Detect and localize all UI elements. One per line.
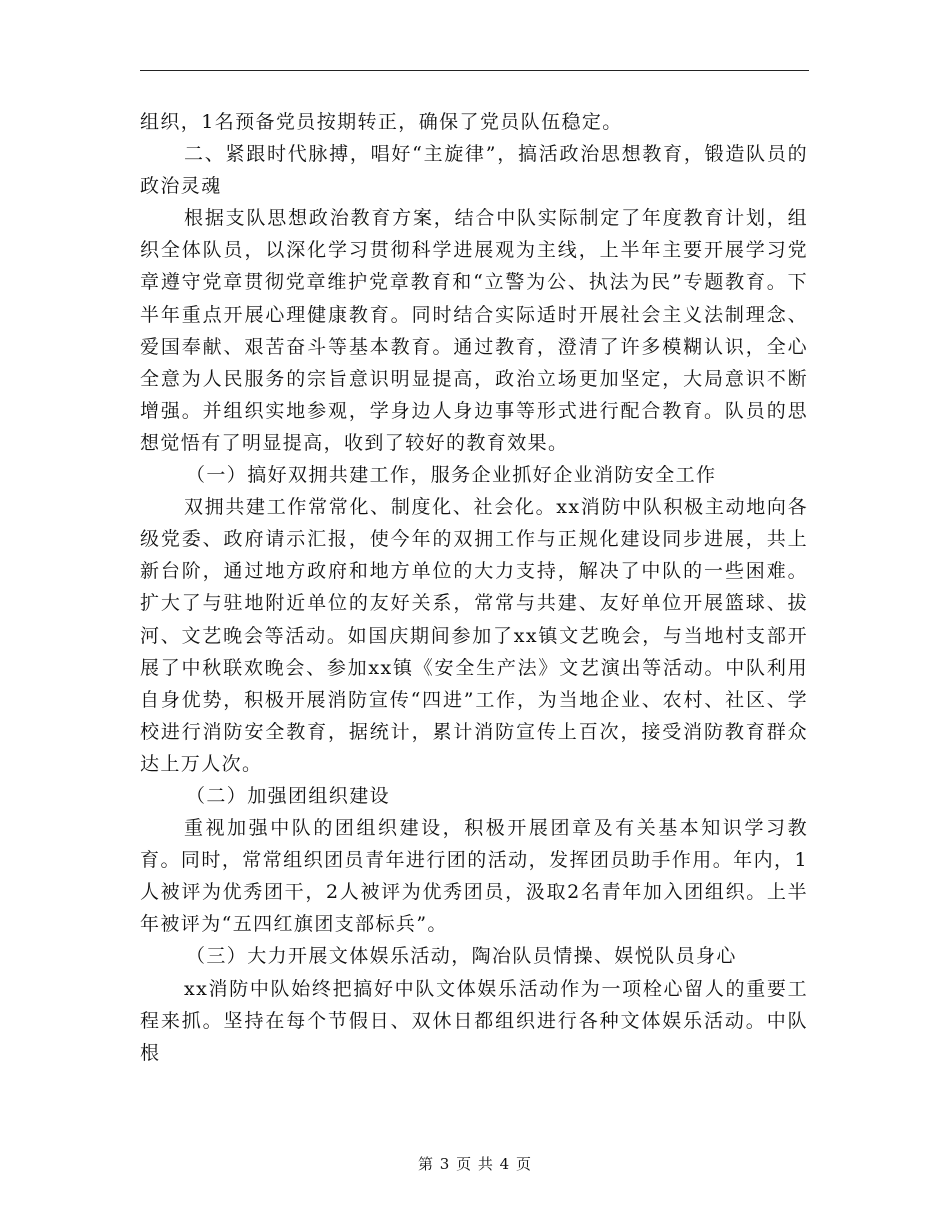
section-heading-political-education: 二、紧跟时代脉搏，唱好“主旋律”，搞活政治思想教育，锻造队员的政治灵魂 [140,143,808,198]
page-number-footer: 第 3 页 共 4 页 [418,1155,532,1173]
header-rule [140,70,809,71]
subheading-league-organization: （二）加强团组织建设 [186,784,391,807]
paragraph-education-plan: 根据支队思想政治教育方案，结合中队实际制定了年度教育计划，组织全体队员，以深化学习贯彻科学进展观为主线，上半年主要开展学习党章遵守党章贯彻党章维护党章教育和“立警为公、执法为民”专题教育。下半年重点开展心理健康教育。同时结合实际适时开展社会主义法制理念、爱国奉献、艰苦奋斗等基本教育。通过教育，澄清了许多模糊认识，全心全意为人民服务的宗旨意识明显提高，政治立场更加坚定，大局意识不断增强。并组织实地参观，学身边人身边事等形式进行配合教育。队员的思想觉悟有了明显提高，收到了较好的教育效果。 [140,207,808,454]
paragraph-dual-support: 双拥共建工作常常化、制度化、社会化。xx消防中队积极主动地向各级党委、政府请示汇报，使今年的双拥工作与正规化建设同步进展，共上新台阶，通过地方政府和地方单位的大力支持，解决了中队的一些困难。扩大了与驻地附近单位的友好关系，常常与共建、友好单位开展篮球、拔河、文艺晚会等活动。如国庆期间参加了xx镇文艺晚会，与当地村支部开展了中秋联欢晚会、参加xx镇《安全生产法》文艺演出等活动。中队利用自身优势，积极开展消防宣传“四进”工作，为当地企业、农村、社区、学校进行消防安全教育，据统计，累计消防宣传上百次，接受消防教育群众达上万人次。 [140,496,808,775]
paragraph-continued: 组织，1名预备党员按期转正，确保了党员队伍稳定。 [140,111,623,133]
subheading-dual-support: （一）搞好双拥共建工作，服务企业抓好企业消防安全工作 [186,464,717,487]
paragraph-league-organization: 重视加强中队的团组织建设，积极开展团章及有关基本知识学习教育。同时，常常组织团员青年进行团的活动，发挥团员助手作用。年内，1人被评为优秀团干，2人被评为优秀团员，汲取2名青年加入团组织。上半年被评为“五四红旗团支部标兵”。 [140,817,808,936]
subheading-recreation: （三）大力开展文体娱乐活动，陶冶队员情操、娱悦队员身心 [186,945,737,968]
document-body [140,106,808,1069]
paragraph-recreation: xx消防中队始终把搞好中队文体娱乐活动作为一项栓心留人的重要工程来抓。坚持在每个节假日、双休日都组织进行各种文体娱乐活动。中队根 [140,977,808,1064]
